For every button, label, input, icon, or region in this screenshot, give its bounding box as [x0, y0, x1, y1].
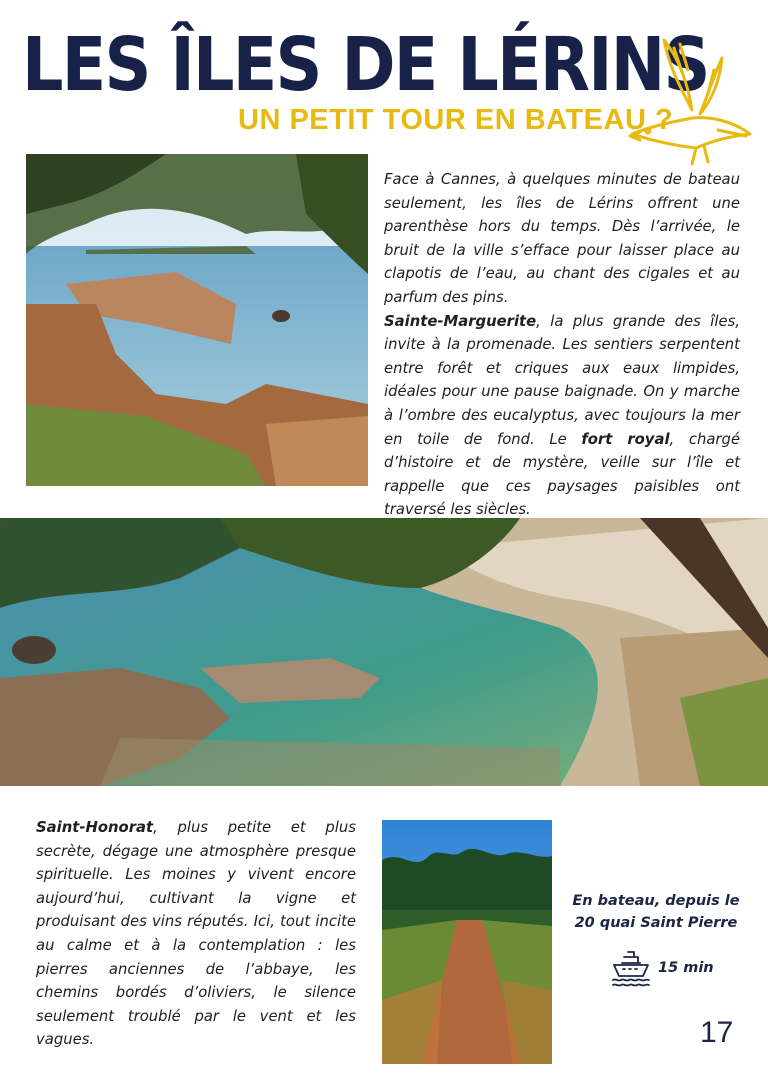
page-title: LES ÎLES DE LÉRINS	[22, 22, 709, 108]
page-subtitle: UN PETIT TOUR EN BATEAU ?	[238, 104, 674, 136]
intro-paragraph: Face à Cannes, à quelques minutes de bateau seulement, les îles de Lérins offrent une parenthèse hors du temps. Dès l’arrivée, le bruit de la ville s’efface pour laisser place au clapotis de l’eau, au chant des cigales et au parfum des pins.	[384, 171, 740, 306]
boat-info	[572, 890, 740, 934]
seagull-icon	[622, 30, 758, 170]
fort-royal-highlight: fort royal	[581, 430, 670, 448]
duration-text: 15 min	[658, 960, 714, 976]
text-sainte-marguerite	[384, 168, 740, 522]
sainte-marguerite-text-2: , chargé d’histoire et de mystère, veille sur l’île et rappelle que ces paysages paisibles ont traversé les siècles.	[384, 430, 740, 519]
boat-icon	[610, 948, 652, 988]
island-name-saint-honorat: Saint-Honorat	[36, 819, 154, 836]
photo-saint-honorat-vineyard	[382, 820, 552, 1064]
boat-duration	[610, 948, 714, 988]
boat-info-line-2: 20 quai Saint Pierre	[574, 915, 738, 931]
saint-honorat-text: , plus petite et plus secrète, dégage une atmosphère presque spirituelle. Les moines y vivent encore aujourd’hui, cultivant la vigne et produisant des vins réputés. Ici, tout incite au calme et à la contemplation : les pierres anciennes de l’abbaye, les chemins bordés d’oliviers, le silence seulement troublé par le vent et les vagues.	[36, 819, 356, 1049]
photo-clear-water-cove	[0, 518, 768, 786]
boat-info-line-1: En bateau, depuis le	[572, 893, 740, 909]
text-saint-honorat	[36, 816, 356, 1052]
page-number: 17	[700, 1016, 734, 1049]
sainte-marguerite-text-1: , la plus grande des îles, invite à la promenade. Les sentiers serpentent entre forêt et criques aux eaux limpides, idéales pour une pause baignade. On y marche à l’ombre des eucalyptus, avec toujours la mer en toile de fond. Le	[384, 312, 740, 448]
island-name-sainte-marguerite: Sainte-Marguerite	[384, 312, 537, 330]
sainte-marguerite-paragraph	[384, 310, 740, 522]
photo-sainte-marguerite-cove	[26, 154, 368, 486]
